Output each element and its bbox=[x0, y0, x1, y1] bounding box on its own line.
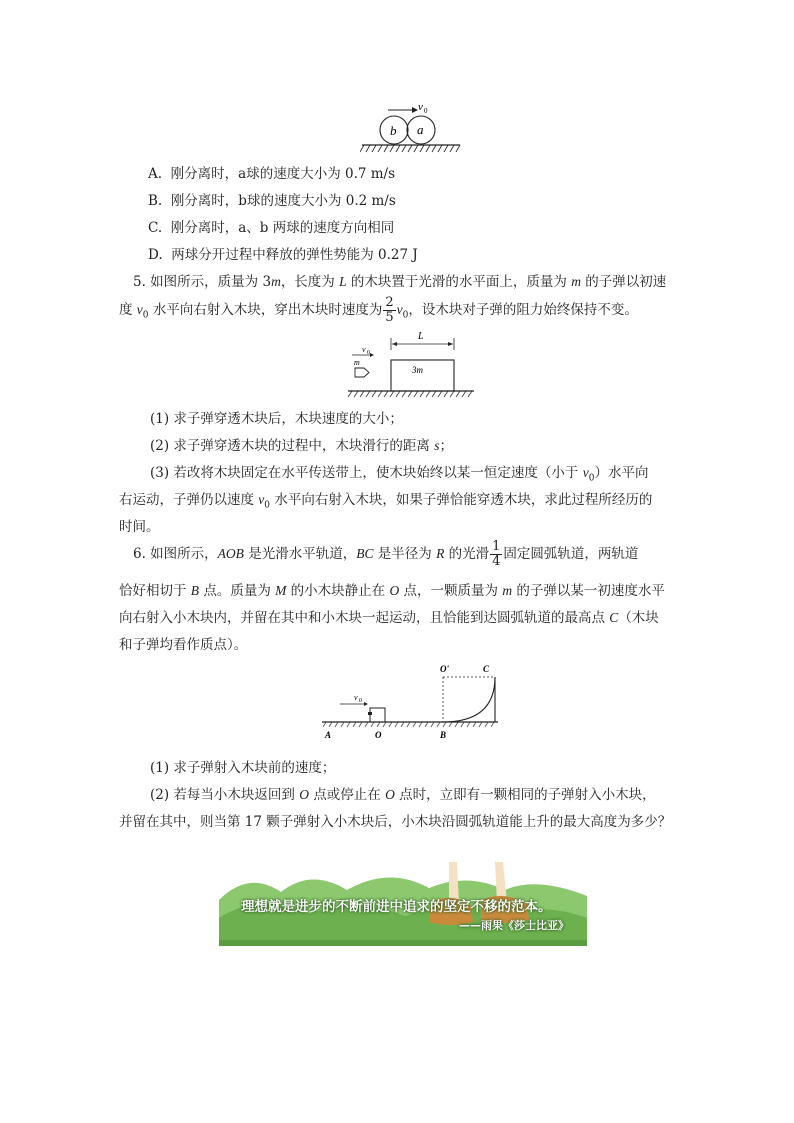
q6-stem-line1: 6. 如图所示，AOB 是光滑水平轨道，BC 是半径为 R 的光滑 $\frac{1}{4}$ 固定圆弧轨道，两轨道 bbox=[133, 539, 639, 569]
svg-text:v: v bbox=[354, 693, 358, 702]
ball-b-label: b bbox=[390, 123, 397, 138]
q6-sub1: (1) 求子弹射入木块前的速度； bbox=[150, 760, 336, 776]
ground-hatching bbox=[360, 145, 460, 152]
point-o-label: O bbox=[375, 730, 382, 740]
point-c-label: C bbox=[483, 664, 490, 674]
bullet-shape bbox=[355, 368, 369, 377]
q6-stem-line2: 恰好相切于 B 点。质量为 M 的小木块静止在 O 点，一颗质量为 m 的子弹以某一初速度水平 bbox=[119, 583, 665, 599]
svg-text:0: 0 bbox=[359, 698, 362, 704]
q5-stem-line2: 度 $v_0$ 水平向右射入木块，穿出木块时速度为 $\frac{2}{5}$ $v_0$，设木块对子弹的阻力始终保持不变。 bbox=[119, 295, 638, 325]
q6-stem-line4: 和子弹均看作质点）。 bbox=[119, 637, 248, 653]
ball-a-label: a bbox=[417, 122, 424, 137]
point-a-label: A bbox=[325, 730, 332, 740]
q5-sub3-line1: (3) 若改将木块固定在水平传送带上，使木块始终以某一恒定速度（小于 $v_0$）水平向 bbox=[150, 465, 649, 484]
q6-sub2-line1: (2) 若每当小木块返回到 O 点或停止在 O 点时，立即有一颗相同的子弹射入小木块， bbox=[150, 787, 656, 803]
quote-banner bbox=[219, 862, 587, 946]
q5-sub3-line2: 右运动，子弹仍以速度 $v_0$ 水平向右射入木块，如果子弹恰能穿透木块，求此过程所经历的 bbox=[119, 492, 653, 511]
banner-quote: 理想就是进步的不断前进中追求的坚定不移的范本。 bbox=[241, 899, 552, 915]
bullet-block-figure bbox=[346, 328, 476, 402]
point-o-prime-label: O' bbox=[440, 664, 449, 674]
quarter-arc-track bbox=[443, 677, 495, 722]
svg-text:0: 0 bbox=[424, 107, 428, 115]
q5-sub3-line3: 时间。 bbox=[119, 519, 160, 535]
point-b-label: B bbox=[440, 730, 447, 740]
option-a: A. 刚分离时，a球的速度大小为 0.7 m/s bbox=[148, 166, 396, 182]
track-arc-figure bbox=[318, 660, 504, 746]
q5-sub1: (1) 求子弹穿透木块后，木块速度的大小； bbox=[150, 411, 403, 427]
svg-text:0: 0 bbox=[367, 350, 370, 356]
fraction-one-quarter: $\frac{1}{4}$ bbox=[492, 539, 501, 569]
q5-stem-line1: 5. 如图所示，质量为 3m，长度为 L 的木块置于光滑的水平面上，质量为 m 的子弹以初速 bbox=[133, 274, 667, 290]
banner-author: ——雨果《莎士比亚》 bbox=[459, 919, 569, 932]
velocity-label: v bbox=[418, 101, 423, 113]
option-c: C. 刚分离时，a、b 两球的速度方向相同 bbox=[148, 220, 395, 236]
option-b: B. 刚分离时，b球的速度大小为 0.2 m/s bbox=[148, 193, 396, 209]
block-mass-label: 3m bbox=[412, 365, 423, 375]
fraction-two-fifths: $\frac{2}{5}$ bbox=[385, 295, 394, 325]
two-balls-figure bbox=[360, 100, 462, 156]
svg-text:v: v bbox=[362, 345, 366, 354]
option-d: D. 两球分开过程中释放的弹性势能为 0.27 J bbox=[148, 247, 418, 263]
svg-text:m: m bbox=[354, 358, 360, 367]
small-wooden-block bbox=[370, 708, 385, 722]
q5-sub2: (2) 求子弹穿透木块的过程中，木块滑行的距离 s； bbox=[150, 438, 453, 454]
length-label: L bbox=[418, 331, 424, 342]
q6-sub2-line2: 并留在其中，则当第 17 颗子弹射入小木块后，小木块沿圆弧轨道能上升的最大高度为多少？ bbox=[119, 814, 672, 830]
q6-stem-line3: 向右射入小木块内，并留在其中和小木块一起运动，且恰能到达圆弧轨道的最高点 C（木块 bbox=[119, 610, 659, 626]
